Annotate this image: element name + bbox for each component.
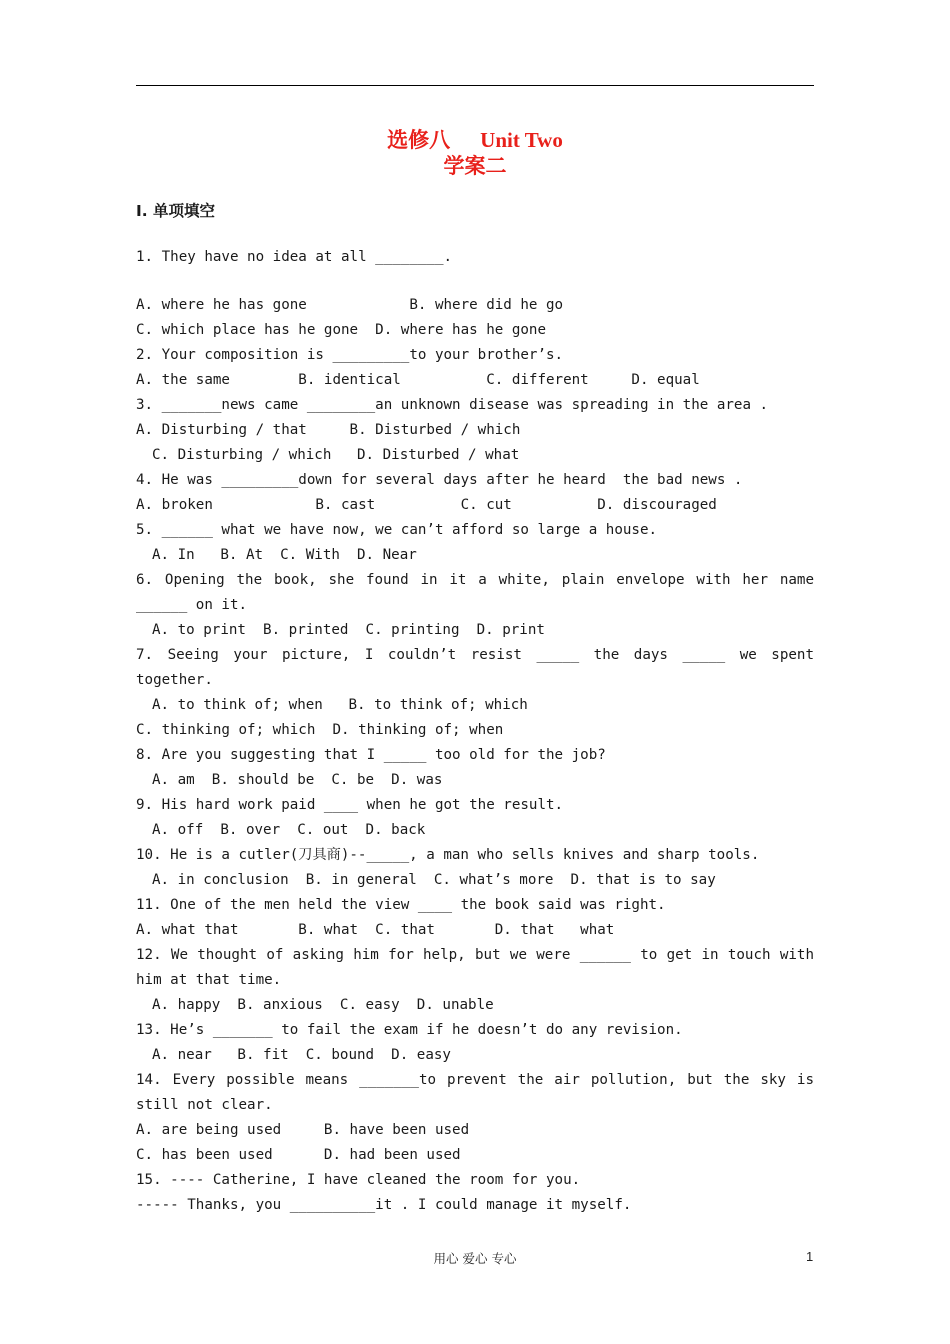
option-line: A. broken B. cast C. cut D. discouraged bbox=[136, 497, 717, 513]
option-line: A. where he has gone B. where did he go bbox=[136, 297, 564, 313]
question-line: 8. Are you suggesting that I _____ too old for the job? bbox=[136, 747, 606, 763]
option-line: C. has been used D. had been used bbox=[136, 1147, 461, 1163]
option-line: C. which place has he gone D. where has he gone bbox=[136, 322, 546, 338]
page-number: 1 bbox=[806, 1249, 814, 1264]
question-line: 5. ______ what we have now, we can’t afford so large a house. bbox=[136, 522, 658, 538]
question-line: 15. ---- Catherine, I have cleaned the room for you. bbox=[136, 1172, 581, 1188]
option-line: A. off B. over C. out D. back bbox=[152, 822, 426, 838]
question-line-cont: still not clear. bbox=[136, 1097, 273, 1113]
option-line: A. near B. fit C. bound D. easy bbox=[152, 1047, 451, 1063]
option-line: A. in conclusion B. in general C. what’s more D. that is to say bbox=[152, 872, 716, 888]
option-line: A. In B. At C. With D. Near bbox=[152, 547, 417, 563]
question-line-cont: together. bbox=[136, 672, 213, 688]
question-line-cont: him at that time. bbox=[136, 972, 282, 988]
question-line: 11. One of the men held the view ____ the book said was right. bbox=[136, 897, 666, 913]
question-line: 12. We thought of asking him for help, but we were ______ to get in touch with bbox=[136, 947, 814, 963]
option-line: A. what that B. what C. that D. that what bbox=[136, 922, 615, 938]
title-unit: Unit Two bbox=[480, 128, 563, 152]
option-line: A. are being used B. have been used bbox=[136, 1122, 470, 1138]
option-line: A. to print B. printed C. printing D. print bbox=[152, 622, 545, 638]
header-rule bbox=[136, 85, 814, 86]
question-line: 6. Opening the book, she found in it a white, plain envelope with her name bbox=[136, 572, 814, 588]
question-line: 3. _______news came ________an unknown disease was spreading in the area . bbox=[136, 397, 769, 413]
option-line: A. Disturbing / that B. Disturbed / which bbox=[136, 422, 521, 438]
option-line: C. thinking of; which D. thinking of; when bbox=[136, 722, 504, 738]
option-line: A. am B. should be C. be D. was bbox=[152, 772, 443, 788]
question-line: 10. He is a cutler(刀具商)--_____, a man who sells knives and sharp tools. bbox=[136, 847, 760, 863]
page-subtitle: 学案二 bbox=[443, 154, 507, 178]
question-line: 14. Every possible means _______to prevent the air pollution, but the sky is bbox=[136, 1072, 814, 1088]
dialogue-line: ----- Thanks, you __________it . I could manage it myself. bbox=[136, 1197, 632, 1213]
option-line: A. the same B. identical C. different D. equal bbox=[136, 372, 700, 388]
section-heading: I. 单项填空 bbox=[136, 202, 216, 220]
option-line: A. happy B. anxious C. easy D. unable bbox=[152, 997, 494, 1013]
title-chinese: 选修八 bbox=[387, 128, 451, 152]
question-line: 9. His hard work paid ____ when he got the result. bbox=[136, 797, 564, 813]
question-line: 2. Your composition is _________to your brother’s. bbox=[136, 347, 564, 363]
page-footer: 用心 爱心 专心 bbox=[433, 1251, 517, 1266]
option-line: A. to think of; when B. to think of; which bbox=[152, 697, 528, 713]
question-line-cont: ______ on it. bbox=[136, 597, 248, 613]
option-line: C. Disturbing / which D. Disturbed / what bbox=[152, 447, 520, 463]
question-line: 7. Seeing your picture, I couldn’t resist _____ the days _____ we spent bbox=[136, 647, 814, 663]
question-line: 4. He was _________down for several days after he heard the bad news . bbox=[136, 472, 743, 488]
question-line: 1. They have no idea at all ________. bbox=[136, 249, 453, 265]
question-line: 13. He’s _______ to fail the exam if he doesn’t do any revision. bbox=[136, 1022, 683, 1038]
